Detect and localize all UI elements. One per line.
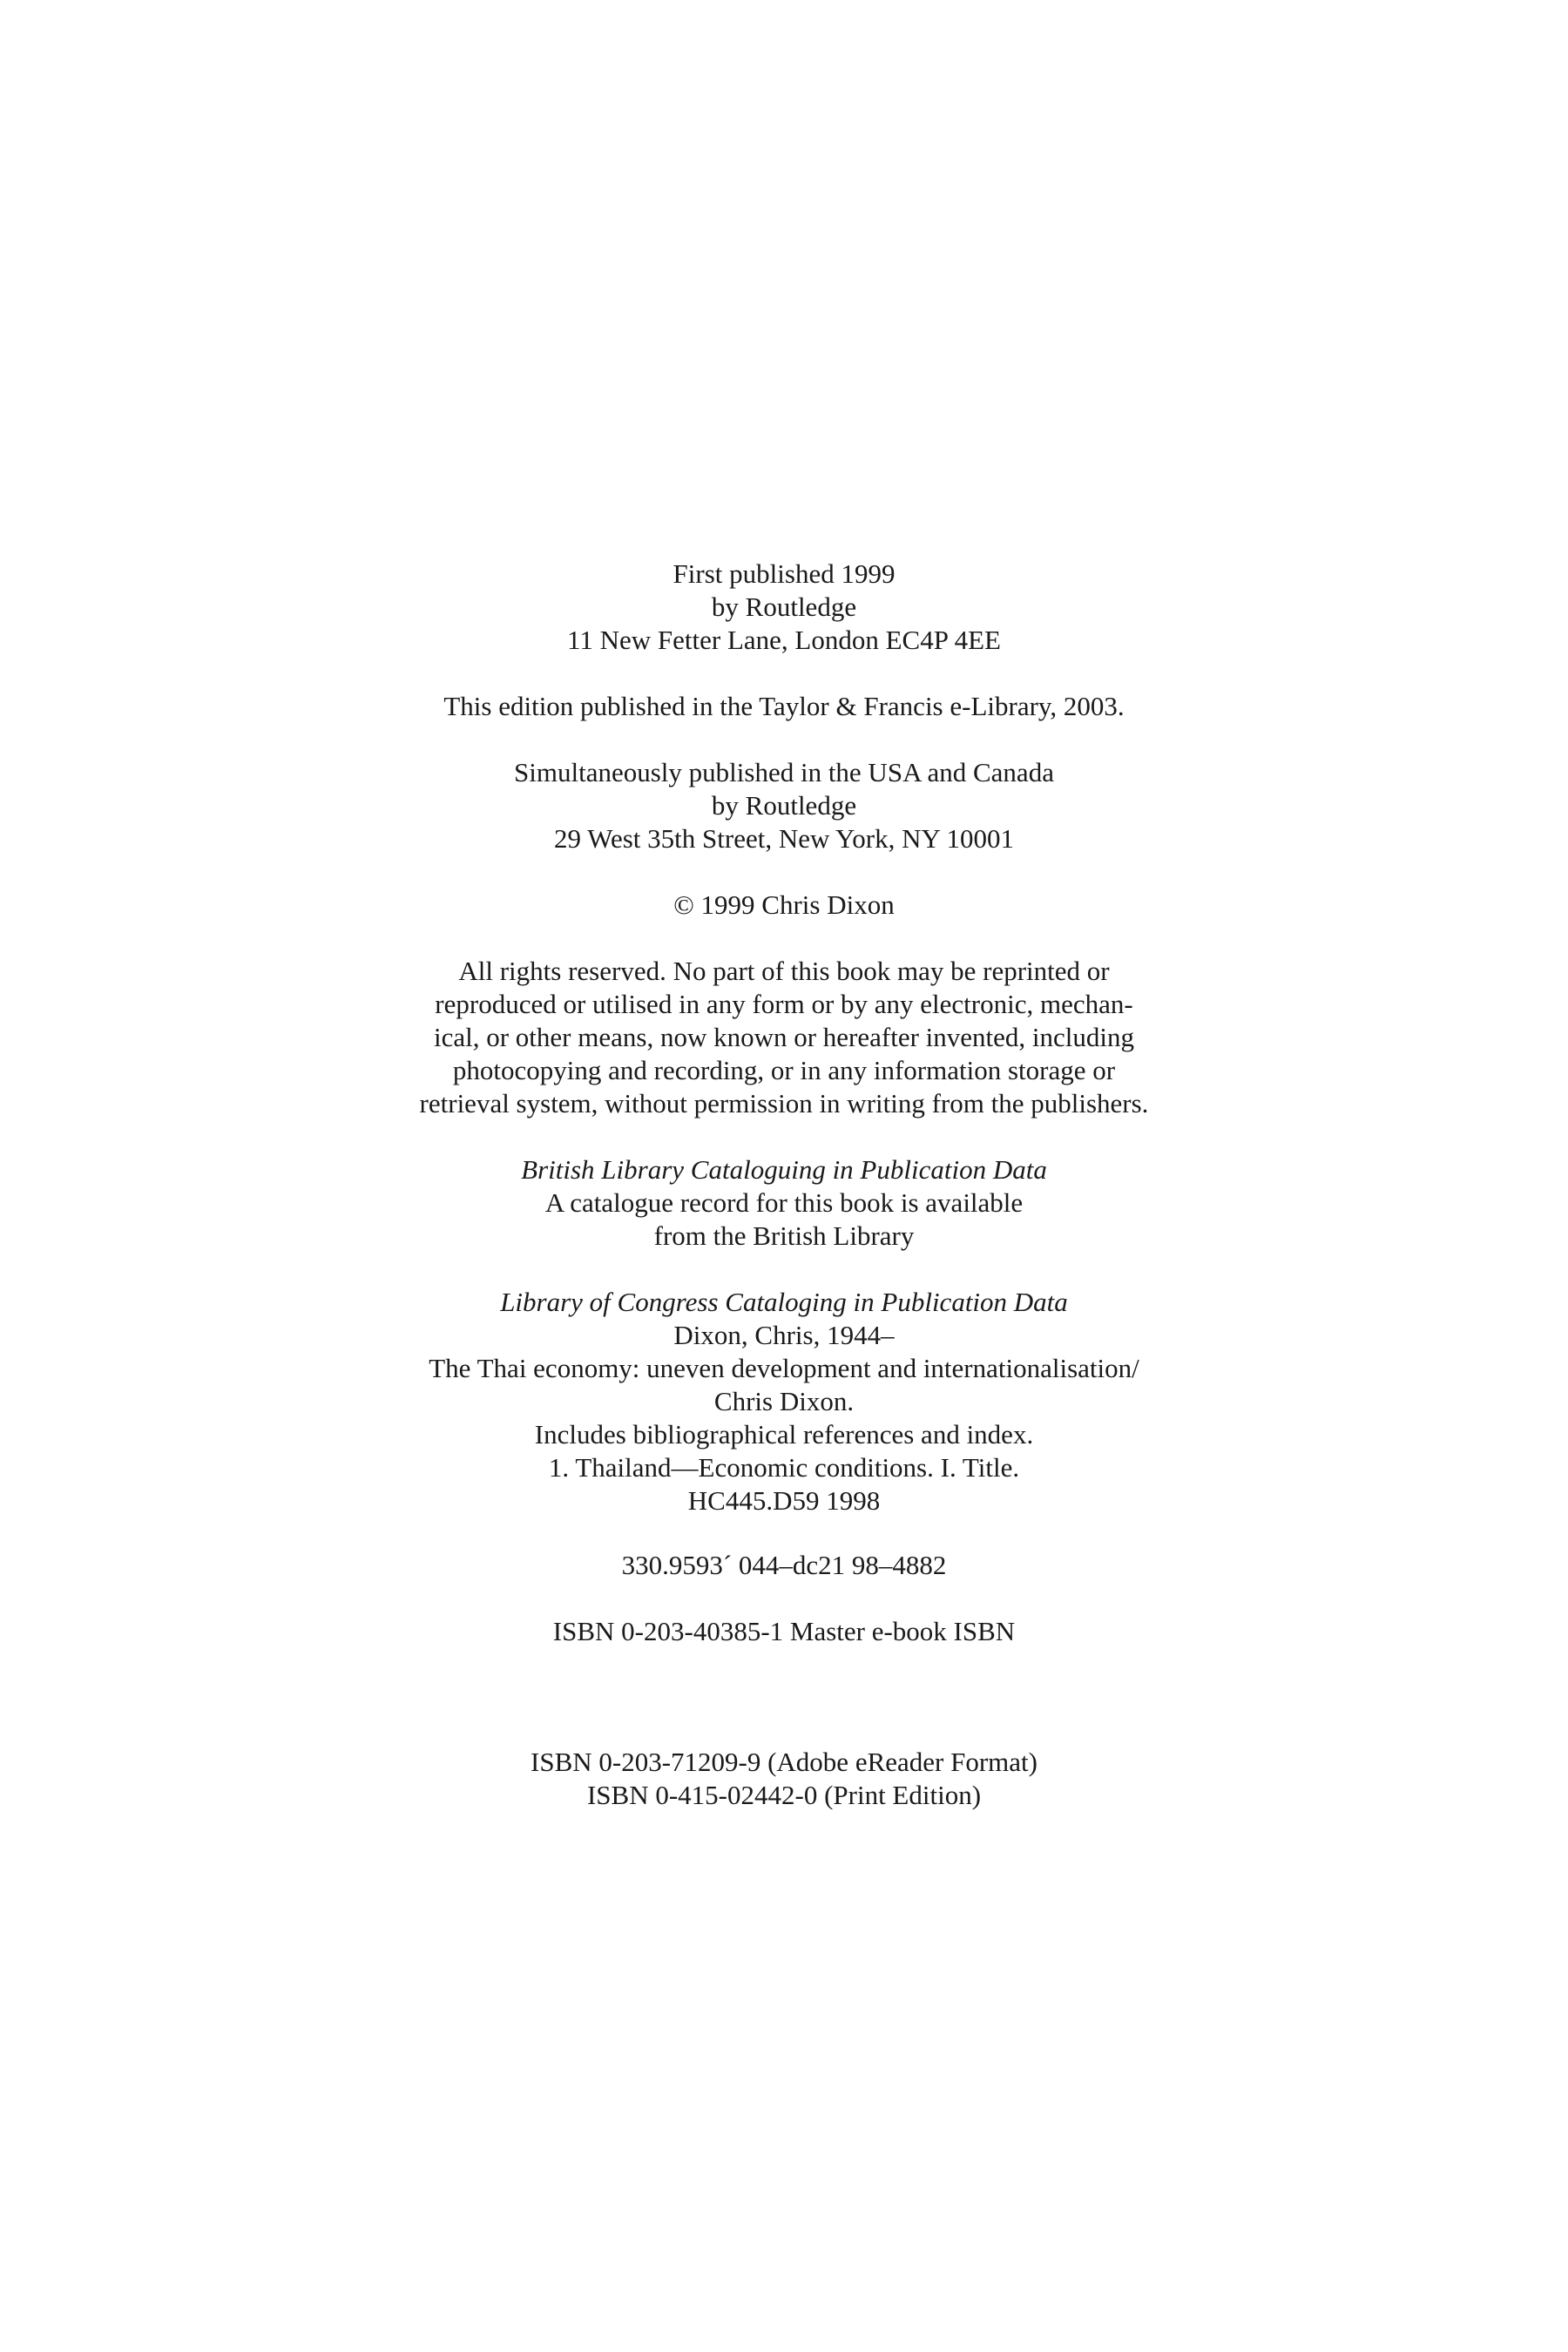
british-library-line: A catalogue record for this book is available	[544, 1187, 1024, 1218]
isbn-print: ISBN 0-415-02442-0 (Print Edition)	[586, 1780, 982, 1810]
publisher-name-us: by Routledge	[711, 790, 857, 821]
isbn-master-block	[0, 1615, 1568, 1648]
edition-line: This edition published in the Taylor & Francis e-Library, 2003.	[443, 691, 1125, 721]
rights-line: ical, or other means, now known or hereafter invented, including	[433, 1022, 1135, 1052]
british-library-line: from the British Library	[653, 1220, 915, 1251]
publisher-name: by Routledge	[711, 591, 857, 622]
loc-line: 1. Thailand—Economic conditions. I. Title.	[548, 1452, 1020, 1483]
spacer	[0, 1120, 1568, 1153]
loc-line: HC445.D59 1998	[687, 1485, 881, 1516]
publication-block	[0, 558, 1568, 657]
spacer	[0, 922, 1568, 955]
loc-line: The Thai economy: uneven development and internationalisation/	[429, 1353, 1139, 1383]
loc-line: Dixon, Chris, 1944–	[673, 1320, 895, 1350]
spacer	[0, 1582, 1568, 1615]
spacer	[0, 1253, 1568, 1286]
isbn-master: ISBN 0-203-40385-1 Master e-book ISBN	[552, 1616, 1016, 1646]
rights-line: reproduced or utilised in any form or by any electronic, mechan-	[435, 989, 1133, 1019]
loc-heading: Library of Congress Cataloging in Publication Data	[500, 1287, 1068, 1317]
spacer	[0, 1648, 1568, 1746]
isbn-adobe: ISBN 0-203-71209-9 (Adobe eReader Format)	[531, 1747, 1037, 1777]
classification-block	[0, 1549, 1568, 1582]
first-published: First published 1999	[672, 558, 896, 589]
british-library-block	[0, 1153, 1568, 1253]
loc-block	[0, 1286, 1568, 1517]
rights-line: All rights reserved. No part of this book may be reprinted or	[458, 956, 1110, 986]
spacer	[0, 723, 1568, 756]
loc-line: Includes bibliographical references and index.	[534, 1419, 1034, 1450]
imprint-block	[0, 558, 1568, 1812]
isbn-other-block	[0, 1746, 1568, 1812]
rights-block	[0, 955, 1568, 1120]
copyright-block	[0, 889, 1568, 922]
simultaneous-line: Simultaneously published in the USA and Canada	[514, 757, 1054, 787]
edition-block	[0, 690, 1568, 723]
loc-line: Chris Dixon.	[713, 1386, 855, 1416]
classification-line: 330.9593´ 044–dc21 98–4882	[621, 1550, 947, 1580]
publisher-address-uk: 11 New Fetter Lane, London EC4P 4EE	[567, 625, 1001, 655]
copyright-line: © 1999 Chris Dixon	[673, 889, 895, 920]
british-library-heading: British Library Cataloguing in Publication Data	[521, 1154, 1047, 1185]
spacer	[0, 657, 1568, 690]
rights-line: retrieval system, without permission in writing from the publishers.	[419, 1088, 1149, 1119]
rights-line: photocopying and recording, or in any information storage or	[452, 1055, 1116, 1085]
spacer	[0, 855, 1568, 889]
spacer	[0, 1517, 1568, 1549]
publisher-address-us: 29 West 35th Street, New York, NY 10001	[554, 823, 1014, 854]
simultaneous-block	[0, 756, 1568, 855]
